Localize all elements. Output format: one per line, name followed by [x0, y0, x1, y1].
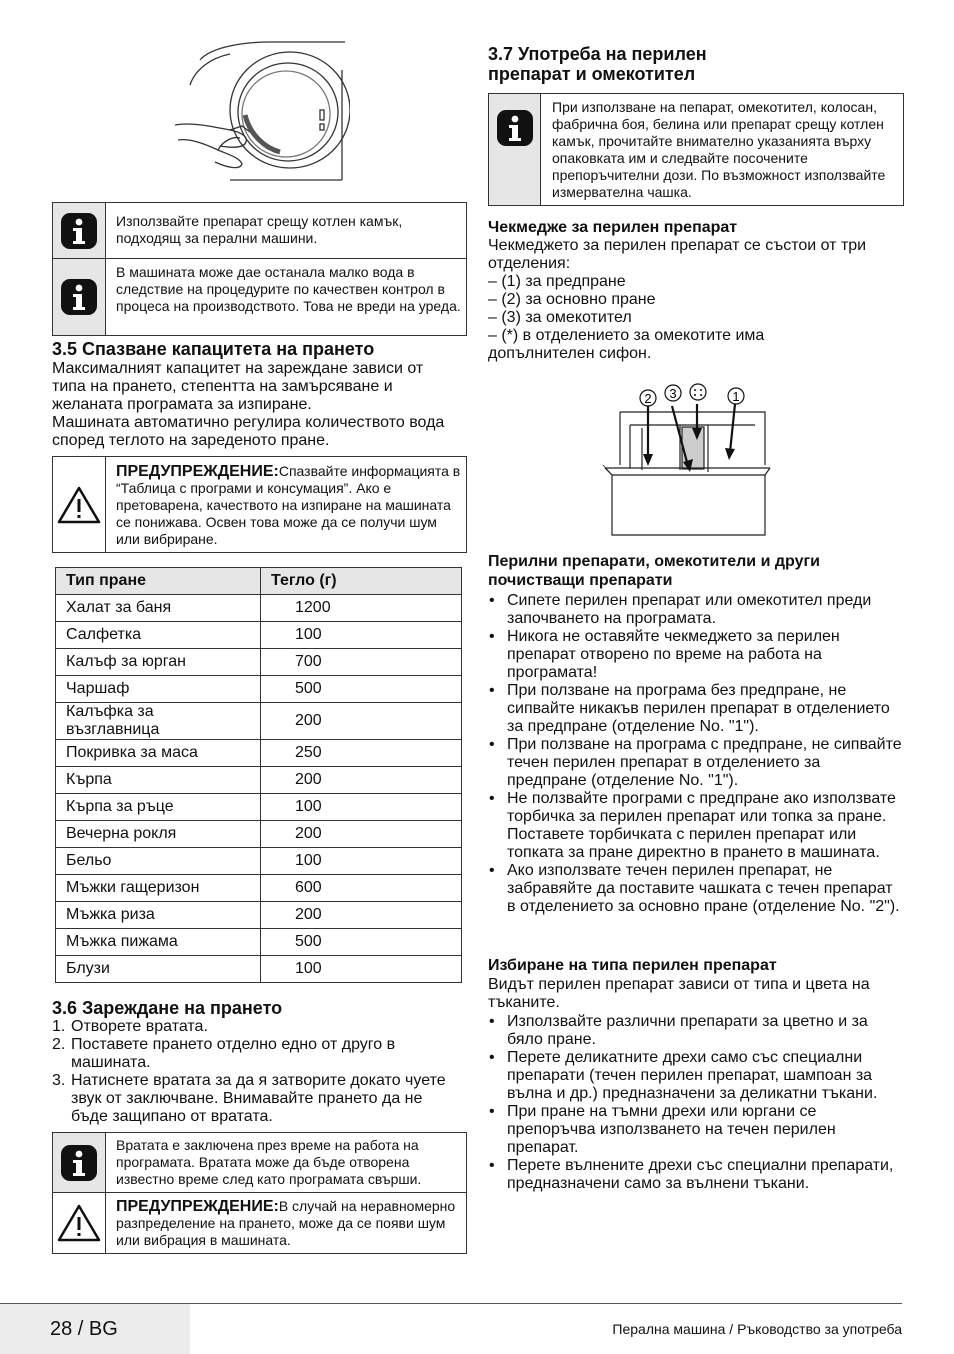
- table-row: [56, 649, 462, 676]
- figure-label-3: 3: [669, 386, 677, 401]
- list-item: • Перете деликатните дрехи само със специални препарати (течен перилен препарат, шампоан за вълна и др.) предназначени за деликатни тъкани.: [488, 1049, 902, 1103]
- list-item: • Перете вълнените дрехи със специални препарати, предназначени само за вълнени тъкани.: [488, 1157, 902, 1193]
- list-item: • Никога не оставяйте чекмеджето за перилен препарат отворено по време на работа на програмата!: [488, 628, 902, 682]
- table-cell-type: Мъжки гащеризон: [56, 875, 261, 902]
- laundry-weight-table: [55, 567, 462, 983]
- selection-intro: Видът перилен препарат зависи от типа и цвета на тъканите.: [488, 976, 870, 1011]
- drawer-title: Чекмедже за перилен препарат: [488, 219, 738, 236]
- table-row: [56, 794, 462, 821]
- table-row: [56, 767, 462, 794]
- drawer-compartments: [488, 273, 818, 363]
- info-box-detergent-dosage: [488, 93, 904, 206]
- info-text: В машината може дае останала малко вода в следствие на процедурите по качествен контрол в процеса на производството. Това не вреди на уреда.: [116, 264, 461, 314]
- table-cell-weight: 100: [261, 848, 462, 875]
- table-row: [56, 676, 462, 703]
- detergent-drawer-figure: [600, 380, 775, 540]
- selection-title: Избиране на типа перилен препарат: [488, 957, 777, 974]
- info-box-residual-water: [52, 258, 467, 336]
- table-cell-type: Покривка за маса: [56, 740, 261, 767]
- info-icon: [53, 1133, 106, 1193]
- table-cell-weight: 200: [261, 902, 462, 929]
- warning-label: ПРЕДУПРЕЖДЕНИЕ:: [116, 463, 279, 480]
- list-item: 2. Поставете прането отделно едно от друго в машината.: [52, 1036, 396, 1071]
- loading-steps: [52, 1018, 460, 1126]
- table-cell-weight: 200: [261, 767, 462, 794]
- table-cell-weight: 500: [261, 676, 462, 703]
- list-item: • Сипете перилен препарат или омекотител преди започването на програмата.: [488, 592, 902, 628]
- section-3-7-title: 3.7 Употреба на перилен препарат и омекотител: [488, 44, 707, 84]
- list-item: 3. Натиснете вратата за да я затворите докато чуете звук от заключване. Внимавайте прането да не бъде защипано от вратата.: [52, 1072, 446, 1125]
- list-item: 1. Отворете вратата.: [52, 1018, 208, 1035]
- table-cell-type: Мъжка риза: [56, 902, 261, 929]
- info-icon: [53, 259, 106, 335]
- door-illustration: [170, 40, 350, 190]
- table-row: [56, 821, 462, 848]
- table-cell-type: Бельо: [56, 848, 261, 875]
- table-cell-type: Калъф за юрган: [56, 649, 261, 676]
- list-item: – (1) за предпране: [488, 273, 626, 290]
- info-icon: [53, 203, 106, 259]
- table-cell-type: Вечерна рокля: [56, 821, 261, 848]
- table-cell-weight: 600: [261, 875, 462, 902]
- table-cell-type: Чаршаф: [56, 676, 261, 703]
- table-cell-type: Кърпа за ръце: [56, 794, 261, 821]
- detergents-title: Перилни препарати, омекотители и други почистващи препарати: [488, 553, 820, 589]
- list-item: – (*) в отделението за омекотите има допълнителен сифон.: [488, 327, 765, 362]
- detergents-bullets: [488, 592, 902, 916]
- table-row: [56, 956, 462, 983]
- figure-label-2: 2: [644, 391, 652, 406]
- info-text: Вратата е заключена през време на работа на програмата. Вратата може да бъде отворена известно време след като програмата свърши.: [116, 1137, 422, 1187]
- info-text: При използване на пепарат, омекотител, колосан, фабрична боя, белина или препарат срещу котлен камък, прочитайте внимателно указанията върху опаковката им и следвайте посочените препоръчителни дози. По възможност използвайте измервателна чашка.: [552, 99, 886, 200]
- table-cell-type: Кърпа: [56, 767, 261, 794]
- table-row: [56, 622, 462, 649]
- table-cell-type: Блузи: [56, 956, 261, 983]
- info-box-door-locked: [52, 1132, 467, 1194]
- selection-bullets: [488, 1013, 902, 1193]
- section-3-5-title: 3.5 Спазване капацитета на прането: [52, 339, 375, 359]
- table-row: [56, 875, 462, 902]
- info-text: Използвайте препарат срещу котлен камък, подходящ за перални машини.: [116, 213, 403, 246]
- warning-text: Спазвайте информацията в “Таблица с програми и консумация”. Ако е претоварена, качеството на изпиране на машината се понижава. Освен това може да се получи шум или вибриране.: [116, 463, 461, 547]
- table-cell-weight: 100: [261, 956, 462, 983]
- warning-icon: [53, 457, 106, 552]
- warning-box-unbalanced: [52, 1192, 467, 1254]
- warning-box-capacity: [52, 456, 467, 553]
- info-icon: [489, 94, 541, 205]
- document-title: Перална машина / Ръководство за употреба: [612, 1321, 902, 1337]
- table-cell-weight: 200: [261, 821, 462, 848]
- drawer-intro: Чекмеджето за перилен препарат се състои от три отделения:: [488, 237, 867, 272]
- table-cell-weight: 500: [261, 929, 462, 956]
- figure-label-1: 1: [732, 389, 740, 404]
- list-item: • Използвайте различни препарати за цветно и за бяло пране.: [488, 1013, 902, 1049]
- table-cell-type: Калъфка за възглавница: [56, 703, 261, 740]
- info-box-limescale: [52, 202, 467, 260]
- section-3-5-para2: Машината автоматично регулира количеството вода според теглото на зареденото пране.: [52, 414, 445, 449]
- warning-icon: [53, 1193, 106, 1253]
- list-item: – (3) за омекотител: [488, 309, 632, 326]
- section-3-5-para1: Максималният капацитет на зареждане зависи от типа на прането, степентта на замърсяване и желаната програмата за изпиране.: [52, 360, 424, 413]
- table-cell-weight: 100: [261, 794, 462, 821]
- list-item: • При ползване на програма с предпране, не сипвайте течен перилен препарат в отделението за предпране (отделение No. "1").: [488, 736, 902, 790]
- list-item: • Ако използвате течен перилен препарат, не забравяйте да поставите чашката с течен препарат в отделението за основно пране (отделение No. "2").: [488, 862, 902, 916]
- table-cell-weight: 100: [261, 622, 462, 649]
- table-header-type: Тип пране: [56, 568, 261, 595]
- table-cell-type: Халат за баня: [56, 595, 261, 622]
- list-item: • При ползване на програма без предпране, не сипвайте никакъв перилен препарат в отделението за предпране (отделение No. "1").: [488, 682, 902, 736]
- table-cell-weight: 200: [261, 703, 462, 740]
- table-row: [56, 740, 462, 767]
- page-number: 28 / BG: [50, 1318, 118, 1340]
- table-cell-type: Мъжка пижама: [56, 929, 261, 956]
- table-row: [56, 595, 462, 622]
- table-header-weight: Тегло (г): [261, 568, 462, 595]
- table-cell-weight: 250: [261, 740, 462, 767]
- table-row: [56, 848, 462, 875]
- list-item: • При пране на тъмни дрехи или юргани се препоръчва използването на течен перилен препарат.: [488, 1103, 902, 1157]
- warning-text: В случай на неравномерно разпределение на прането, може да се появи шум или вибрация в машината.: [116, 1198, 456, 1248]
- section-3-6-title: 3.6 Зареждане на прането: [52, 998, 283, 1018]
- list-item: – (2) за основно пране: [488, 291, 656, 308]
- list-item: • Не ползвайте програми с предпране ако използвате торбичка за перилен препарат или топка за пране. Поставете торбичката с перилен препарат или топката за пране директно в прането в машината.: [488, 790, 902, 862]
- table-row: [56, 703, 462, 740]
- warning-label: ПРЕДУПРЕЖДЕНИЕ:: [116, 1198, 279, 1215]
- table-cell-weight: 700: [261, 649, 462, 676]
- table-cell-weight: 1200: [261, 595, 462, 622]
- table-row: [56, 929, 462, 956]
- table-cell-type: Салфетка: [56, 622, 261, 649]
- table-row: [56, 902, 462, 929]
